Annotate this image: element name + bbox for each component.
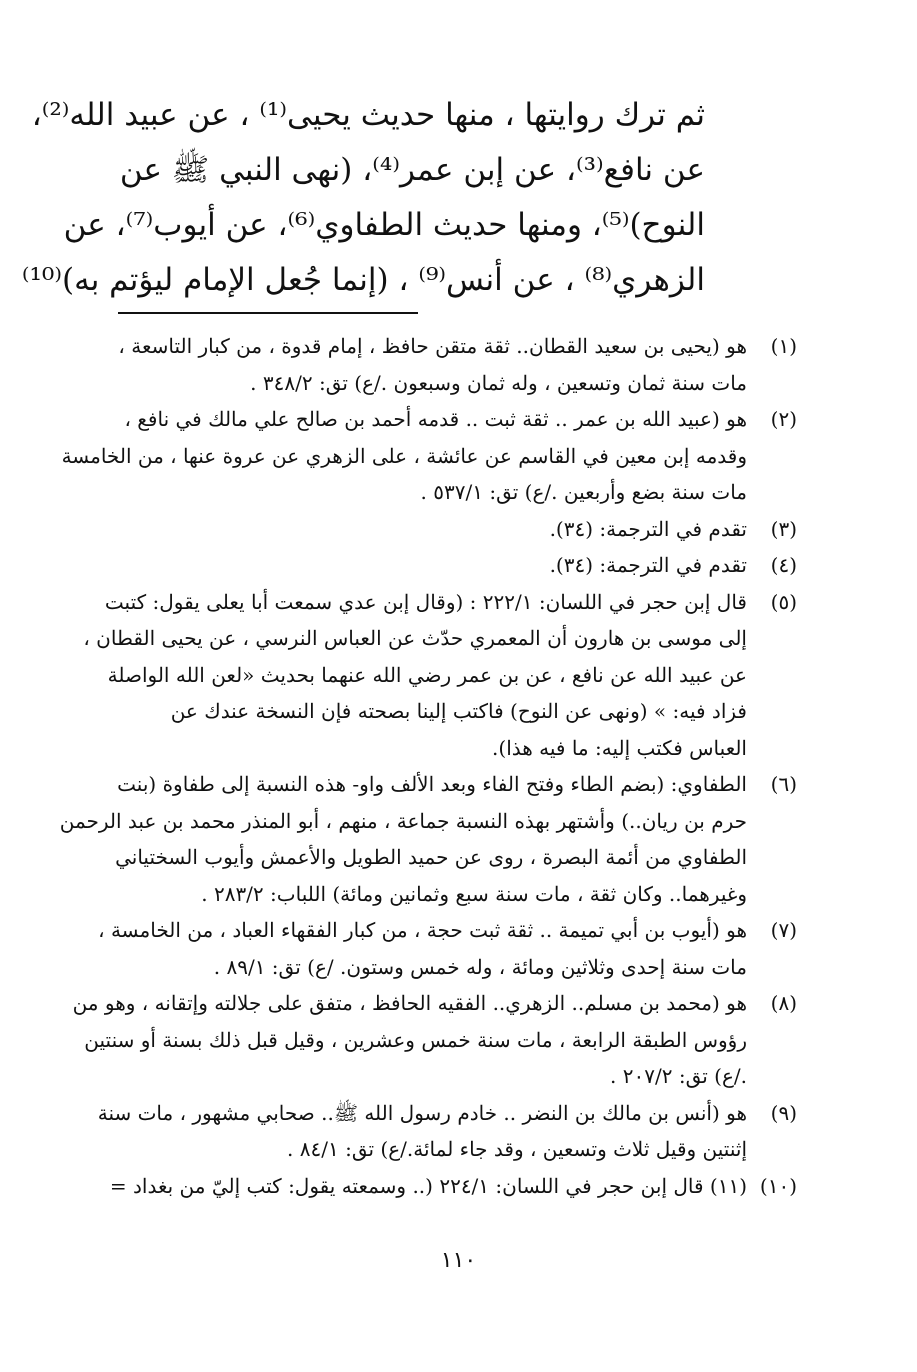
footnote-line: إثنتين وقيل ثلاث وتسعين ، وقد جاء لمائة./ع) تق: ٨٤/١ . <box>287 1137 747 1161</box>
main-text-line: ثم ترك روايتها ، منها حديث يحيى⁽¹⁾ ، عن عبيد الله⁽²⁾، <box>31 97 705 133</box>
footnote-divider <box>118 312 418 314</box>
footnote-text <box>97 912 747 985</box>
footnote-line: ./ع) تق: ٢٠٧/٢ . <box>610 1064 747 1088</box>
page-number: ١١٠ <box>440 1248 477 1273</box>
footnote-line: الطفاوي من أئمة البصرة ، روى عن حميد الطويل والأعمش وأيوب السختياني <box>115 845 747 869</box>
footnote-line: هو (محمد بن مسلم.. الزهري.. الفقيه الحافظ ، متفق على جلالته وإتقانه ، وهو من <box>72 991 747 1015</box>
footnote-number: (٥) <box>770 589 797 614</box>
footnote-2 <box>61 401 797 511</box>
footnote-number: (٧) <box>770 918 797 942</box>
footnote-text <box>83 584 747 767</box>
footnote-3 <box>97 511 797 548</box>
footnote-line: وقدمه إبن معين في القاسم عن عائشة ، على الزهري عن عروة عنها ، من الخامسة <box>61 443 747 468</box>
footnote-7 <box>97 912 797 985</box>
footnote-text <box>62 401 747 511</box>
footnote-line: هو (أنس بن مالك بن النضر .. خادم رسول الله ﷺ.. صحابي مشهور ، مات سنة <box>97 1100 747 1125</box>
main-text-line: النوح)⁽⁵⁾، ومنها حديث الطفاوي⁽⁶⁾، عن أيوب⁽⁷⁾، عن <box>63 207 705 243</box>
footnote-number: (١) <box>770 334 797 358</box>
footnote-line: هو (أيوب بن أبي تميمة .. ثقة ثبت حجة ، من كبار الفقهاء العباد ، من الخامسة ، <box>98 918 747 942</box>
footnote-6 <box>59 766 797 912</box>
footnote-line: إلى موسى بن هارون أن المعمري حدّث عن العباس النرسي ، عن يحيى القطان ، <box>83 626 747 650</box>
footnote-line: الطفاوي: (بضم الطاء وفتح الفاء وبعد الألف واو- هذه النسبة إلى طفاوة (بنت <box>117 772 747 796</box>
footnotes <box>59 328 797 1204</box>
footnote-line: هو (يحيى بن سعيد القطان.. ثقة متقن حافظ ، إمام قدوة ، من كبار التاسعة ، <box>118 334 747 358</box>
footnote-text <box>60 766 747 912</box>
footnote-line: (١١) قال إبن حجر في اللسان: ٢٢٤/١ (.. وسمعته يقول: كتب إليّ من بغداد = <box>109 1173 747 1198</box>
footnote-number: (٤) <box>770 553 797 577</box>
footnote-number: (٨) <box>770 991 797 1015</box>
footnote-line: حرم بن ريان..) وأشتهر بهذه النسبة جماعة ، منهم ، أبو المنذر محمد بن عبد الرحمن <box>59 808 747 833</box>
footnote-line: تقدم في الترجمة: (٣٤). <box>549 516 747 541</box>
footnote-text <box>97 547 747 584</box>
footnote-10 <box>97 1168 797 1205</box>
footnote-text <box>97 511 747 548</box>
footnote-5 <box>83 584 797 767</box>
footnote-number: (٣) <box>770 516 797 541</box>
footnote-line: العباس فكتب إليه: ما فيه هذا). <box>492 735 747 760</box>
main-text-line: الزهري⁽⁸⁾ ، عن أنس⁽⁹⁾ ، (إنما جُعل الإمام ليؤتم به)⁽¹⁰⁾ <box>21 262 705 298</box>
footnote-line: رؤوس الطبقة الرابعة ، مات سنة خمس وعشرين ، وقيل قبل ذلك بسنة أو سنتين <box>84 1027 747 1052</box>
footnote-line: عن عبيد الله عن نافع ، عن بن عمر رضي الله عنهما بحديث «لعن الله الواصلة <box>107 662 747 687</box>
footnote-text <box>97 1095 747 1168</box>
footnote-line: قال إبن حجر في اللسان: ٢٢٢/١ : (وقال إبن عدي سمعت أبا يعلى يقول: كتبت <box>104 589 747 614</box>
footnote-line: مات سنة ثمان وتسعين ، وله ثمان وسبعون ./ع) تق: ٣٤٨/٢ . <box>250 370 747 395</box>
footnote-text <box>97 1168 747 1205</box>
footnote-line: هو (عبيد الله بن عمر .. ثقة ثبت .. قدمه أحمد بن صالح علي مالك في نافع ، <box>124 407 747 431</box>
footnote-number: (٦) <box>770 772 797 796</box>
footnote-line: وغيرهما.. وكان ثقة ، مات سنة سبع وثمانين ومائة) اللباب: ٢٨٣/٢ . <box>201 881 747 906</box>
footnote-line: مات سنة بضع وأربعين ./ع) تق: ٥٣٧/١ . <box>420 480 747 504</box>
footnote-text <box>73 985 747 1095</box>
footnote-number: (٩) <box>770 1100 797 1125</box>
main-text <box>21 88 705 308</box>
footnote-line: مات سنة إحدى وثلاثين ومائة ، وله خمس وستون. /ع) تق: ٨٩/١ . <box>213 954 747 979</box>
footnote-text <box>97 328 747 401</box>
footnote-number: (٢) <box>770 407 797 431</box>
footnote-1 <box>97 328 797 401</box>
footnote-8 <box>72 985 797 1095</box>
footnote-4 <box>97 547 797 584</box>
main-text-line: عن نافع⁽³⁾، عن إبن عمر⁽⁴⁾، (نهى النبي ﷺ عن <box>119 152 705 188</box>
footnote-line: تقدم في الترجمة: (٣٤). <box>549 553 747 577</box>
footnote-line: فزاد فيه: » (ونهى عن النوح) فاكتب إلينا بصحته فإن النسخة عندك عن <box>170 699 747 723</box>
footnote-number: (١٠) <box>759 1173 797 1198</box>
footnote-9 <box>97 1095 797 1168</box>
